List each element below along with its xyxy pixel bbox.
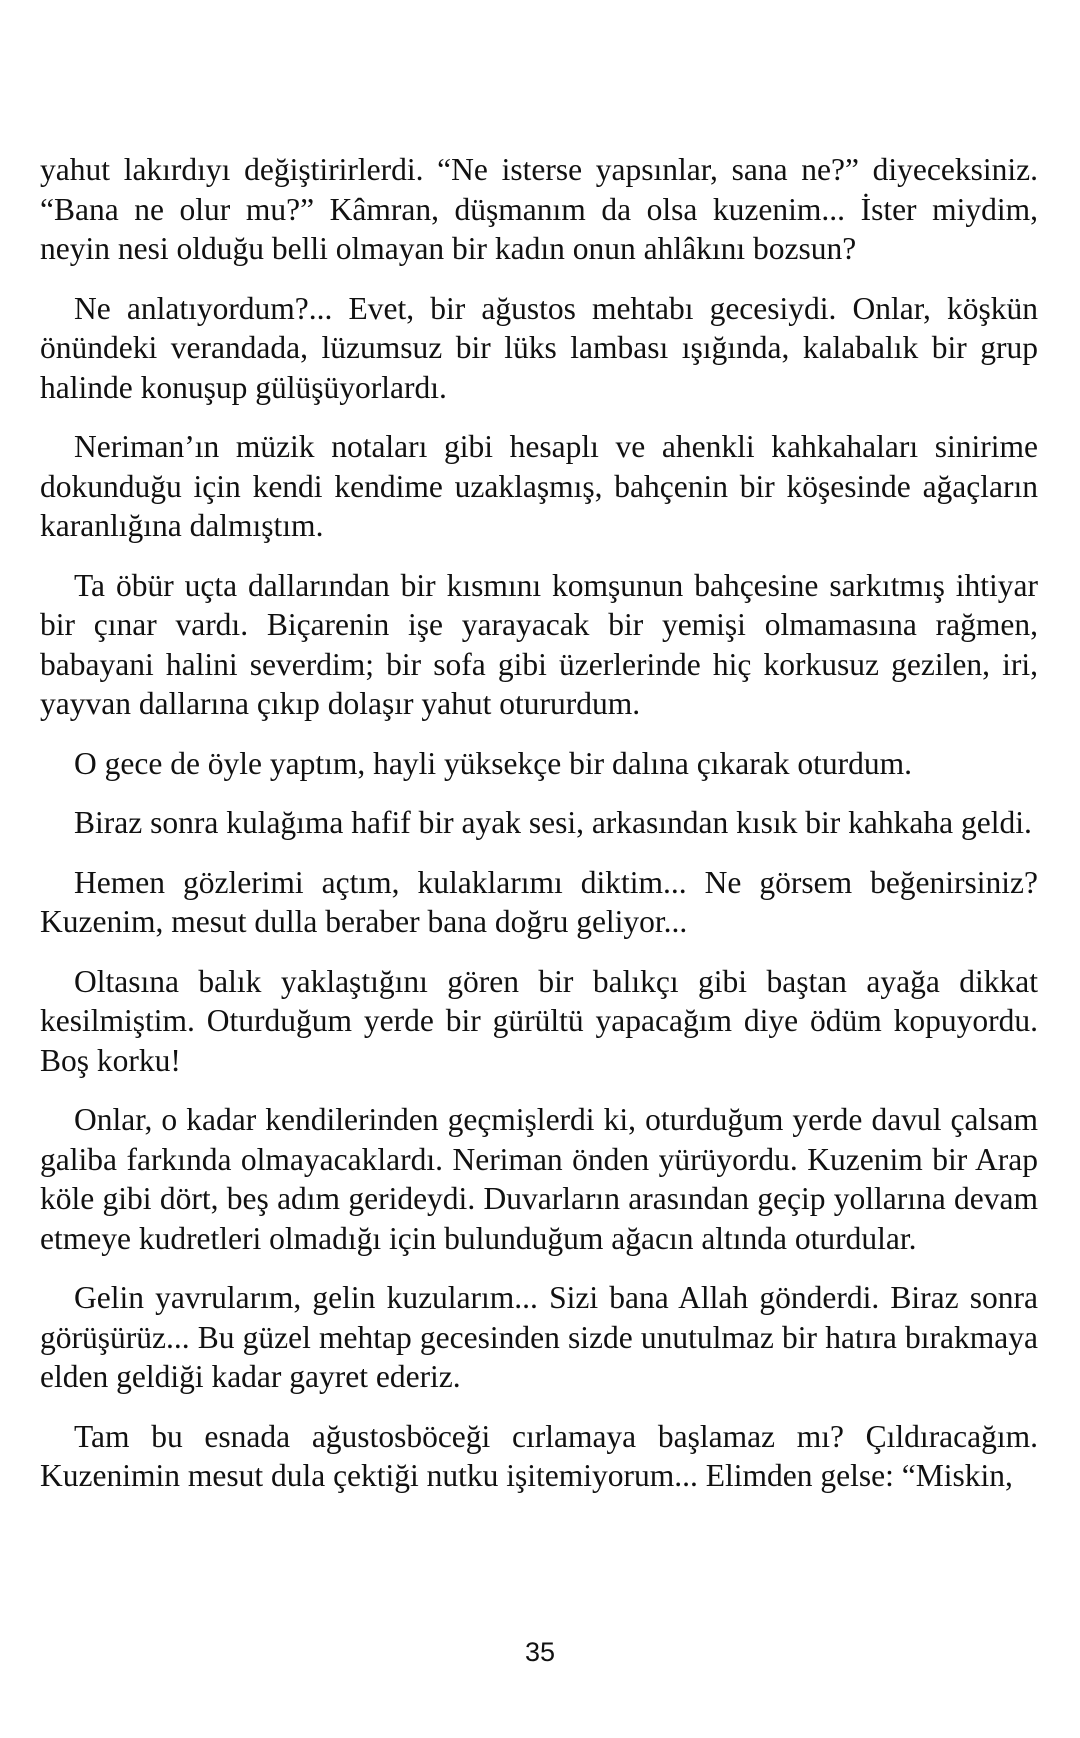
page-number: 35 <box>524 1637 556 1667</box>
paragraph-11: Tam bu esnada ağustosböceği cırlamaya başlamaz mı? Çıldıracağım. Kuzenimin mesut dula çektiği nutku işitemiyorum... Elimden gelse: “Miskin, <box>40 1418 1038 1493</box>
paragraph-5: O gece de öyle yaptım, hayli yüksekçe bir dalına çıkarak oturdum. <box>74 745 912 781</box>
paragraph-9: Onlar, o kadar kendilerinden geçmişlerdi ki, oturduğum yerde davul çalsam galiba farkında olmayacaklardı. Neriman önden yürüyordu. Kuzenim bir Arap köle gibi dört, beş adım gerideydi. Duvarların arasından geçip yollarına devam etmeye kudretleri olmadığı için bulunduğum ağacın altında oturdular. <box>40 1102 1038 1256</box>
paragraph-10: Gelin yavrularım, gelin kuzularım... Sizi bana Allah gönderdi. Biraz sonra görüşürüz... Bu güzel mehtap gecesinden sizde unutulmaz bir hatıra bırakmaya elden geldiği kadar gayret ederiz. <box>40 1280 1038 1394</box>
page-text <box>40 150 1038 1516</box>
paragraph-8: Oltasına balık yaklaştığını gören bir balıkçı gibi baştan ayağa dikkat kesilmiştim. Oturduğum yerde bir gürültü yapacağım diye ödüm kopuyordu. Boş korku! <box>40 963 1038 1078</box>
paragraph-2: Ne anlatıyordum?... Evet, bir ağustos mehtabı gecesiydi. Onlar, köşkün önündeki verandada, lüzumsuz bir lüks lambası ışığında, kalabalık bir grup halinde konuşup gülüşüyorlardı. <box>40 290 1038 405</box>
paragraph-6: Biraz sonra kulağıma hafif bir ayak sesi, arkasından kısık bir kahkaha geldi. <box>74 805 1032 840</box>
paragraph-3: Neriman’ın müzik notaları gibi hesaplı ve ahenkli kahkahaları sinirime dokunduğu için kendi kendime uzaklaşmış, bahçenin bir köşesinde ağaçların karanlığına dalmıştım. <box>40 429 1038 543</box>
paragraph-1: yahut lakırdıyı değiştirirlerdi. “Ne isterse yapsınlar, sana ne?” diyeceksiniz. “Bana ne olur mu?” Kâmran, düşmanım da olsa kuzenim... İster miydim, neyin nesi olduğu belli olmayan bir kadın onun ahlâkını bozsun? <box>40 152 1038 266</box>
paragraph-7: Hemen gözlerimi açtım, kulaklarımı diktim... Ne görsem beğenirsiniz? Kuzenim, mesut dulla beraber bana doğru geliyor... <box>40 864 1038 939</box>
paragraph-4: Ta öbür uçta dallarından bir kısmını komşunun bahçesine sarkıtmış ihtiyar bir çınar vardı. Biçarenin işe yarayacak bir yemişi olmamasına rağmen, babayani halini severdim; bir sofa gibi üzerlerinde hiç korkusuz gezilen, iri, yayvan dallarına çıkıp dolaşır yahut otururdum. <box>40 567 1038 721</box>
